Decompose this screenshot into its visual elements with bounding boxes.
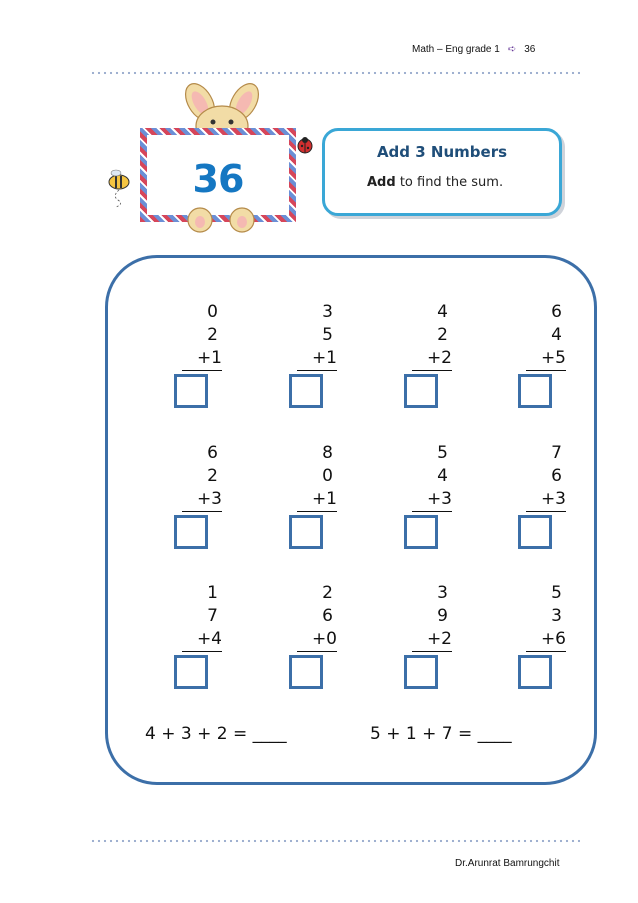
addend-with-plus: +1	[182, 346, 222, 371]
addend: 5	[437, 443, 448, 463]
addition-problem	[398, 441, 458, 561]
addend-with-plus: +2	[412, 346, 452, 371]
addend: 6	[322, 606, 333, 626]
addend: 4	[437, 466, 448, 486]
equation-2: 5 + 1 + 7 = ____	[370, 724, 512, 744]
answer-box[interactable]	[289, 515, 323, 549]
addend-with-plus: +2	[412, 627, 452, 652]
addend: 3	[551, 606, 562, 626]
addition-problem	[512, 441, 572, 561]
addend-with-plus: +3	[182, 487, 222, 512]
addend: 2	[207, 325, 218, 345]
addend-with-plus: +1	[297, 487, 337, 512]
top-dotted-divider	[90, 70, 580, 76]
arrow-icon: ➪	[507, 44, 517, 55]
addend: 0	[207, 302, 218, 322]
addition-problem	[398, 300, 458, 420]
addition-problem	[512, 581, 572, 701]
addition-problem	[283, 300, 343, 420]
answer-box[interactable]	[174, 374, 208, 408]
bee-icon	[104, 168, 134, 208]
addend: 7	[551, 443, 562, 463]
addend: 7	[207, 606, 218, 626]
addend: 6	[551, 466, 562, 486]
addition-problem	[398, 581, 458, 701]
instructions-bold-word: Add	[367, 175, 396, 190]
addend: 2	[207, 466, 218, 486]
answer-box[interactable]	[289, 374, 323, 408]
answer-box[interactable]	[289, 655, 323, 689]
addend-with-plus: +4	[182, 627, 222, 652]
addend-with-plus: +0	[297, 627, 337, 652]
addend: 3	[322, 302, 333, 322]
addition-problem	[512, 300, 572, 420]
addend-with-plus: +5	[526, 346, 566, 371]
addition-problem	[283, 581, 343, 701]
answer-box[interactable]	[518, 515, 552, 549]
addend: 4	[551, 325, 562, 345]
addition-problem	[283, 441, 343, 561]
page-header	[412, 44, 582, 55]
answer-box[interactable]	[174, 655, 208, 689]
bottom-dotted-divider	[90, 838, 580, 844]
addend: 6	[207, 443, 218, 463]
answer-box[interactable]	[404, 515, 438, 549]
addend: 8	[322, 443, 333, 463]
addition-problem	[168, 300, 228, 420]
answer-box[interactable]	[518, 374, 552, 408]
addend: 3	[437, 583, 448, 603]
addition-problem	[168, 441, 228, 561]
instructions-rest: to find the sum.	[395, 175, 504, 190]
addend-with-plus: +3	[526, 487, 566, 512]
addend: 1	[207, 583, 218, 603]
addend: 0	[322, 466, 333, 486]
header-page-number: 36	[524, 44, 536, 55]
addend: 6	[551, 302, 562, 322]
equation-1: 4 + 3 + 2 = ____	[145, 724, 287, 744]
answer-box[interactable]	[518, 655, 552, 689]
frame-number: 36	[192, 157, 244, 201]
addend: 2	[322, 583, 333, 603]
addend: 5	[551, 583, 562, 603]
addend-with-plus: +6	[526, 627, 566, 652]
instructions-text	[367, 175, 503, 190]
addend: 2	[437, 325, 448, 345]
instructions-box	[322, 128, 562, 216]
addend: 9	[437, 606, 448, 626]
bunny-paws-icon	[186, 206, 256, 236]
page-footer: Dr.Arunrat Bamrungchit	[455, 858, 560, 869]
addition-problem	[168, 581, 228, 701]
instructions-title: Add 3 Numbers	[376, 143, 508, 161]
addend: 5	[322, 325, 333, 345]
addend-with-plus: +3	[412, 487, 452, 512]
ladybug-icon	[296, 136, 314, 154]
addend-with-plus: +1	[297, 346, 337, 371]
header-subject: Math – Eng grade 1	[412, 44, 500, 55]
answer-box[interactable]	[404, 374, 438, 408]
answer-box[interactable]	[404, 655, 438, 689]
answer-box[interactable]	[174, 515, 208, 549]
addend: 4	[437, 302, 448, 322]
